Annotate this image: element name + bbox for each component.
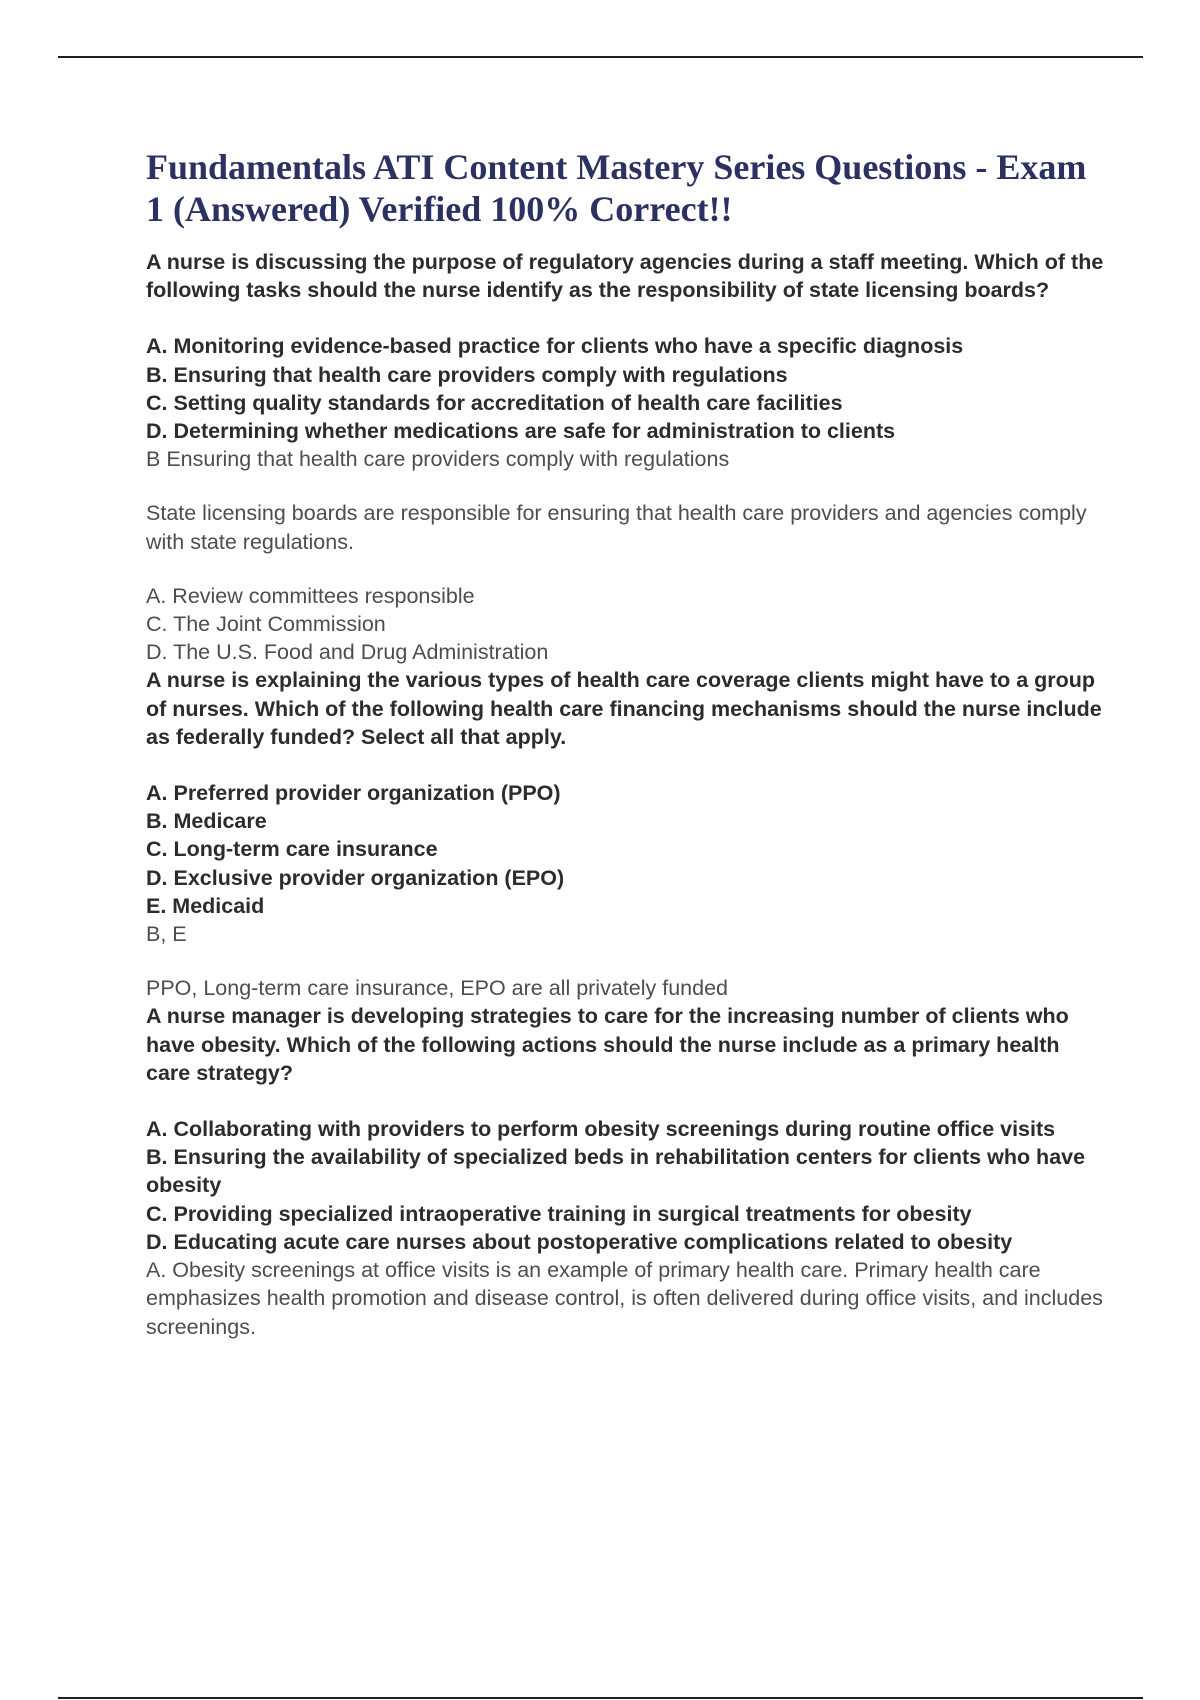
- question-3: [146, 1002, 1106, 1340]
- question-stem: A nurse manager is developing strategies to care for the increasing number of clients who have obesity. Which of the following actions should the nurse include as a primary health care strategy?: [146, 1004, 1069, 1085]
- document-title: Fundamentals ATI Content Mastery Series Questions - Exam 1 (Answered) Verified 100% Correct!!: [146, 147, 1087, 229]
- rationale-note: A. Review committees responsible: [146, 583, 475, 608]
- bottom-rule: [58, 1697, 1143, 1699]
- answer: B Ensuring that health care providers comply with regulations: [146, 447, 730, 472]
- option-e: E. Medicaid: [146, 893, 265, 918]
- option-a: A. Collaborating with providers to perform obesity screenings during routine office visits: [146, 1117, 1056, 1142]
- option-d: D. Determining whether medications are safe for administration to clients: [146, 419, 896, 444]
- question-stem: A nurse is discussing the purpose of regulatory agencies during a staff meeting. Which of the following tasks should the nurse identify as the responsibility of state licensing boards?: [146, 250, 1104, 303]
- option-d: D. Exclusive provider organization (EPO): [146, 865, 565, 890]
- option-b: B. Medicare: [146, 809, 267, 834]
- option-a: A. Monitoring evidence-based practice for clients who have a specific diagnosis: [146, 334, 964, 359]
- option-c: C. Providing specialized intraoperative training in surgical treatments for obesity: [146, 1201, 972, 1226]
- document-body: [146, 146, 1106, 1341]
- option-c: C. Long-term care insurance: [146, 837, 438, 862]
- question-1: [146, 248, 1106, 666]
- explanation: State licensing boards are responsible for ensuring that health care providers and agencies comply with state regulations.: [146, 501, 1087, 554]
- answer: B, E: [146, 922, 187, 947]
- option-a: A. Preferred provider organization (PPO): [146, 781, 561, 806]
- question-2: [146, 666, 1106, 1002]
- rationale-note: C. The Joint Commission: [146, 612, 386, 637]
- option-b: B. Ensuring that health care providers comply with regulations: [146, 362, 788, 387]
- rationale-note: D. The U.S. Food and Drug Administration: [146, 640, 549, 665]
- explanation: PPO, Long-term care insurance, EPO are all privately funded: [146, 976, 728, 1001]
- explanation: A. Obesity screenings at office visits is an example of primary health care. Primary health care emphasizes health promotion and disease control, is often delivered during office visits, and includes screenings.: [146, 1258, 1103, 1339]
- top-rule: [58, 56, 1143, 58]
- option-c: C. Setting quality standards for accreditation of health care facilities: [146, 390, 843, 415]
- option-b: B. Ensuring the availability of specialized beds in rehabilitation centers for clients who have obesity: [146, 1145, 1086, 1198]
- question-stem: A nurse is explaining the various types of health care coverage clients might have to a group of nurses. Which of the following health care financing mechanisms should the nurse include as federally funded? Select all that apply.: [146, 668, 1102, 749]
- option-d: D. Educating acute care nurses about postoperative complications related to obesity: [146, 1229, 1013, 1254]
